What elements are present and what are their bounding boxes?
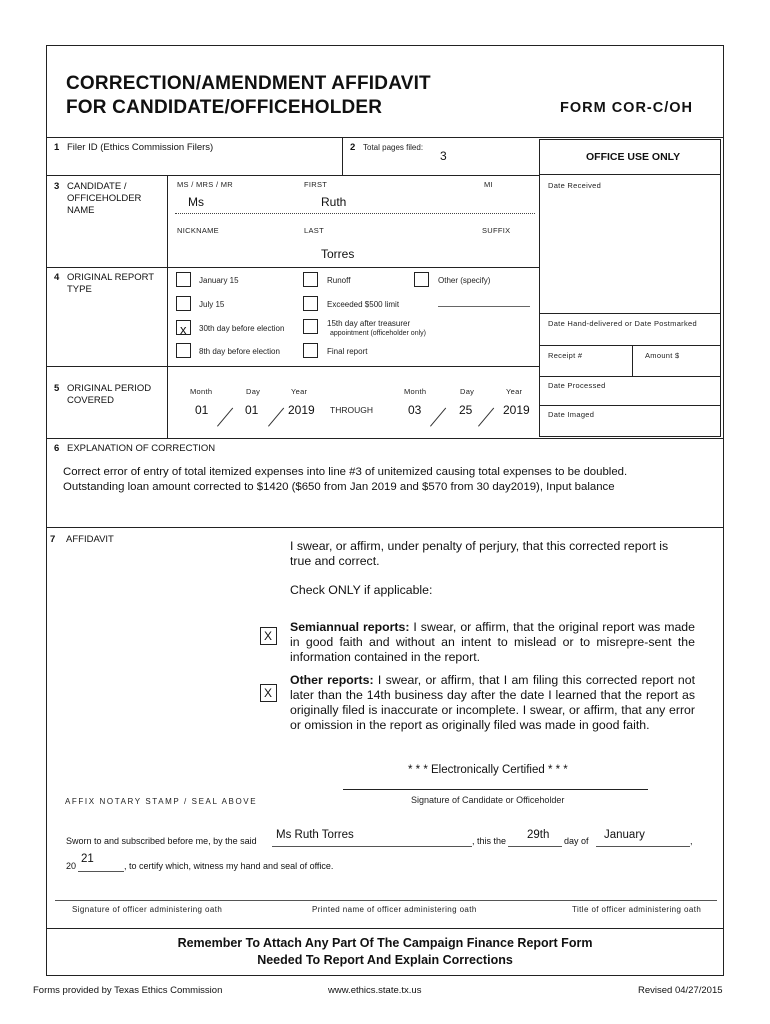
from-year-value[interactable]: 2019: [288, 403, 315, 417]
mi-label: MI: [484, 180, 493, 189]
officer-signature-line: [55, 900, 717, 901]
other-reports-check-mark: X: [264, 686, 273, 700]
divider: [46, 366, 539, 367]
signature-label: Signature of Candidate or Officeholder: [411, 795, 565, 805]
section3-label-1: CANDIDATE /: [67, 181, 127, 192]
divider: [167, 175, 168, 267]
section2-number: 2: [350, 142, 356, 153]
section4-label-1: ORIGINAL REPORT: [67, 272, 155, 283]
section5-label-2: COVERED: [67, 395, 114, 406]
receipt-label: Receipt #: [548, 351, 583, 360]
section7-number: 7: [50, 534, 56, 545]
first-label: FIRST: [304, 180, 328, 189]
check-only-text: Check ONLY if applicable:: [290, 583, 433, 597]
date-hand-delivered-label: Date Hand-delivered or Date Postmarked: [548, 319, 697, 328]
to-month-label: Month: [404, 387, 427, 396]
explanation-line1[interactable]: Correct error of entry of total itemized expenses into line #3 of unitemized causing total expenses to be doubled.: [63, 466, 628, 478]
total-pages-value[interactable]: 3: [440, 149, 447, 163]
section7-label: AFFIDAVIT: [66, 534, 114, 545]
from-year-label: Year: [291, 387, 308, 396]
form-id: FORM COR-C/OH: [560, 100, 694, 116]
sworn-prefix: Sworn to and subscribed before me, by the said: [66, 836, 257, 846]
exceeded-checkbox[interactable]: [303, 296, 318, 311]
other-checkbox[interactable]: [414, 272, 429, 287]
form-title-line1: CORRECTION/AMENDMENT AFFIDAVIT: [66, 73, 431, 94]
day30-check-mark: x: [180, 322, 187, 337]
divider: [539, 345, 721, 346]
certify-text: , to certify which, witness my hand and seal of office.: [124, 861, 334, 871]
day15-label-1: 15th day after treasurer: [327, 319, 411, 328]
last-name-value[interactable]: Torres: [321, 247, 355, 261]
section5-label-1: ORIGINAL PERIOD: [67, 383, 152, 394]
from-month-value[interactable]: 01: [195, 403, 209, 417]
affix-notary-label: AFFIX NOTARY STAMP / SEAL ABOVE: [65, 797, 258, 806]
reminder-line1: Remember To Attach Any Part Of The Campaign Finance Report Form: [177, 936, 593, 950]
section3-label-3: NAME: [67, 205, 95, 216]
day15-label-2: appointment (officeholder only): [330, 330, 426, 337]
sworn-day-line: [508, 846, 562, 847]
to-month-value[interactable]: 03: [408, 403, 422, 417]
semiannual-heading: Semiannual reports:: [290, 620, 410, 634]
through-label: THROUGH: [330, 405, 373, 415]
section6-number: 6: [54, 443, 60, 454]
year-prefix: 20: [66, 861, 77, 871]
to-year-value[interactable]: 2019: [503, 403, 530, 417]
ms-label: MS / MRS / MR: [177, 180, 233, 189]
reminder-line2: Needed To Report And Explain Corrections: [257, 953, 513, 967]
divider: [167, 267, 168, 366]
last-label: LAST: [304, 226, 324, 235]
sworn-day-value[interactable]: 29th: [527, 829, 550, 841]
runoff-label: Runoff: [327, 276, 351, 285]
nickname-label: NICKNAME: [177, 226, 219, 235]
section5-number: 5: [54, 383, 60, 394]
section1-number: 1: [54, 142, 60, 153]
first-name-value[interactable]: Ruth: [321, 195, 347, 209]
divider: [46, 928, 724, 929]
to-day-label: Day: [460, 387, 475, 396]
from-month-label: Month: [190, 387, 213, 396]
day30-label: 30th day before election: [199, 324, 285, 333]
date-imaged-label: Date Imaged: [548, 410, 595, 419]
day15-checkbox[interactable]: [303, 319, 318, 334]
section4-label-2: TYPE: [67, 284, 92, 295]
divider: [46, 267, 539, 268]
footer-provider: Forms provided by Texas Ethics Commission: [33, 985, 223, 996]
jul15-label: July 15: [199, 300, 225, 309]
section3-number: 3: [54, 181, 60, 192]
sworn-name-line: [272, 846, 472, 847]
final-label: Final report: [327, 347, 368, 356]
sworn-month-line: [596, 846, 690, 847]
explanation-line2[interactable]: Outstanding loan amount corrected to $1420 ($650 from Jan 2019 and $570 from 30 day2019), Input balance: [63, 481, 615, 493]
officer-title-label: Title of officer administering oath: [572, 905, 702, 914]
comma: ,: [690, 836, 693, 846]
divider: [46, 137, 724, 138]
sworn-month-value[interactable]: January: [604, 829, 645, 841]
swear-text: I swear, or affirm, under penalty of perjury, that this corrected report is true and correct.: [290, 539, 669, 568]
divider: [342, 137, 343, 175]
other-label: Other (specify): [438, 276, 491, 285]
semiannual-body: I swear, or affirm, that the original report was made in good faith and without an intent to mislead or to misrepre-sent the information contained in the report.: [290, 620, 695, 664]
sworn-year-value[interactable]: 21: [81, 853, 94, 865]
divider: [539, 313, 721, 314]
suffix-label: SUFFIX: [482, 226, 511, 235]
divider: [539, 405, 721, 406]
divider: [46, 438, 724, 439]
day8-label: 8th day before election: [199, 347, 280, 356]
footer-website[interactable]: www.ethics.state.tx.us: [328, 985, 422, 996]
section3-label-2: OFFICEHOLDER: [67, 193, 142, 204]
officer-signature-label: Signature of officer administering oath: [72, 905, 223, 914]
footer-revised: Revised 04/27/2015: [638, 985, 723, 996]
sworn-year-line: [78, 871, 124, 872]
day-of-label: day of: [564, 836, 589, 846]
filer-id-label: Filer ID (Ethics Commission Filers): [67, 142, 214, 153]
this-the-label: , this the: [472, 836, 507, 846]
amount-label: Amount $: [645, 351, 680, 360]
divider: [632, 345, 633, 376]
jul15-checkbox[interactable]: [176, 296, 191, 311]
form-title-line2: FOR CANDIDATE/OFFICEHOLDER: [66, 97, 383, 118]
from-day-value[interactable]: 01: [245, 403, 259, 417]
section6-label: EXPLANATION OF CORRECTION: [67, 443, 216, 454]
other-specify-line: [438, 306, 530, 307]
total-pages-label: Total pages filed:: [363, 143, 424, 152]
jan15-label: January 15: [199, 276, 239, 285]
to-day-value[interactable]: 25: [459, 403, 473, 417]
signature-line: [343, 789, 648, 790]
date-processed-label: Date Processed: [548, 381, 606, 390]
electronically-certified: * * * Electronically Certified * * *: [408, 764, 568, 776]
sworn-name-value[interactable]: Ms Ruth Torres: [276, 829, 354, 841]
semiannual-check-mark: X: [264, 629, 273, 643]
final-checkbox[interactable]: [303, 343, 318, 358]
date-received-label: Date Received: [548, 181, 602, 190]
section4-number: 4: [54, 272, 60, 283]
jan15-checkbox[interactable]: [176, 272, 191, 287]
other-reports-body: I swear, or affirm, that I am filing this corrected report not later than the 14th business day after the date I learned that the report as originally filed is inaccurate or incomplete. I swear, or affirm, that any error or omission in the report as originally filed was made in good faith.: [290, 673, 695, 732]
semiannual-text: [290, 620, 695, 665]
to-year-label: Year: [506, 387, 523, 396]
office-use-title: OFFICE USE ONLY: [586, 151, 681, 163]
divider: [46, 175, 539, 176]
other-reports-text: [290, 673, 695, 733]
other-reports-heading: Other reports:: [290, 673, 374, 687]
ms-value[interactable]: Ms: [188, 195, 204, 209]
from-day-label: Day: [246, 387, 261, 396]
divider: [539, 376, 721, 377]
runoff-checkbox[interactable]: [303, 272, 318, 287]
name-divider: [175, 213, 535, 214]
exceeded-label: Exceeded $500 limit: [327, 300, 400, 309]
divider: [167, 366, 168, 438]
divider: [46, 527, 724, 528]
officer-printed-name-label: Printed name of officer administering oath: [312, 905, 477, 914]
divider: [539, 174, 721, 175]
day8-checkbox[interactable]: [176, 343, 191, 358]
